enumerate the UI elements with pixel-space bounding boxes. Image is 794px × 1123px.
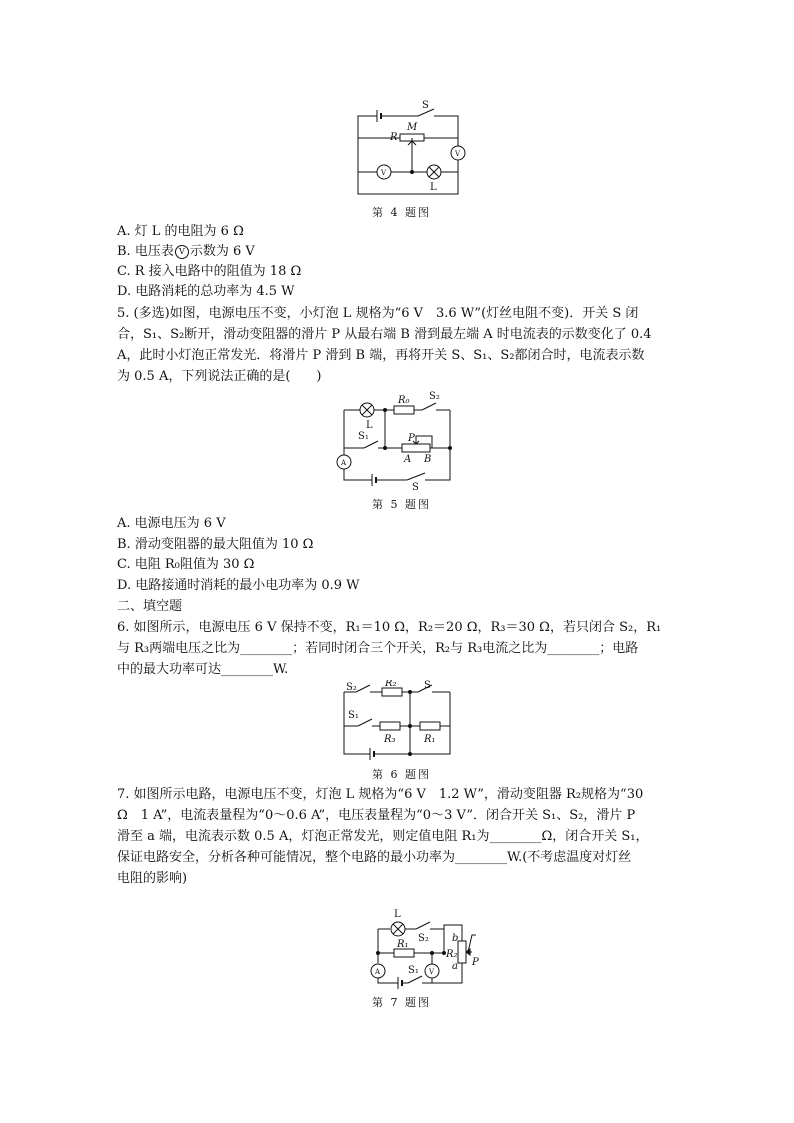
q5-stem-line-1: 5. (多选)如图，电源电压不变，小灯泡 L 规格为“6 V 3.6 W”(灯丝电阻不变)．开关 S 闭 [117,306,639,321]
q5-s2-label: S₂ [429,391,440,402]
q5-a-label: A [404,454,412,465]
q7-lamp-label: L [394,909,401,920]
q4-option-b [117,242,255,262]
q6-s-label: S [424,680,431,691]
q4-voltmeter-1-label: V [455,150,461,158]
section-fill-in-heading: 二、填空题 [117,599,183,614]
q5-stem-line-3: A，此时小灯泡正常发光．将滑片 P 滑到 B 端，再将开关 S、S₁、S₂都闭合时，电流表示数 [117,348,645,363]
q5-r0-label: R₀ [398,395,410,406]
q6-caption: 第 6 题图 [372,768,431,781]
q7-r2-label: R₂ [446,949,458,960]
q6-r2-label: R₂ [385,680,397,689]
q7-stem-line-3: 滑至 a 端，电流表示数 0.5 A，灯泡正常发光，则定值电阻 R₁为________Ω，闭合开关 S₁， [117,829,649,844]
q4-switch-label: S [422,100,429,111]
q5-option-c: C. 电阻 R₀阻值为 30 Ω [117,557,255,572]
q7-p-label: P [472,957,479,968]
q6-r1-label: R₁ [424,734,436,745]
q4-option-a: A. 灯 L 的电阻为 6 Ω [117,224,244,239]
q5-b-label: B [424,454,432,465]
q4-caption: 第 4 题图 [372,206,431,219]
q6-stem-line-1: 6. 如图所示，电源电压 6 V 保持不变，R₁＝10 Ω，R₂＝20 Ω，R₃＝30 Ω，若只闭合 S₂，R₁ [117,620,662,635]
q4-lamp-label: L [430,182,437,193]
q7-a-label: a [452,961,458,972]
q5-s-label: S [412,482,419,490]
q5-lamp-label: L [366,420,373,431]
q7-stem-line-4: 保证电路安全，分析各种可能情况，整个电路的最小功率为________W.(不考虑温度对灯丝 [117,850,632,865]
q7-r1-label: R₁ [397,939,409,950]
q5-caption: 第 5 题图 [372,498,431,511]
q4-option-b-text: 示数为 6 V [189,244,255,259]
q4-option-b-prefix: B. 电压表 [117,244,174,259]
q5-circuit-diagram [332,390,462,490]
q6-s1-label: S₁ [348,710,359,721]
q6-stem-line-2: 与 R₃两端电压之比为________；若同时闭合三个开关，R₂与 R₃电流之比为________；电路 [117,641,639,656]
q4-circuit-diagram [350,100,470,200]
q4-voltmeter-2-label: V [381,169,387,177]
q7-stem-line-2: Ω 1 A”，电流表量程为“0～0.6 A”，电压表量程为“0～3 V”．闭合开关 S₁、S₂，滑片 P [117,808,636,823]
q4-resistor-label: R [390,132,398,143]
q6-stem-line-3: 中的最大功率可达________W. [117,662,289,677]
q4-slider-label: M [407,122,418,133]
q4-option-c: C. R 接入电路中的阻值为 18 Ω [117,264,302,279]
q4-option-d: D. 电路消耗的总功率为 4.5 W [117,284,295,299]
q7-b-label: b [452,933,459,944]
q6-s2-label: S₂ [346,682,357,693]
q5-p-label: P [408,433,415,444]
q7-stem-line-1: 7. 如图所示电路，电源电压不变，灯泡 L 规格为“6 V 1.2 W”，滑动变阻器 R₂规格为“30 [117,787,644,802]
q5-option-b: B. 滑动变阻器的最大阻值为 10 Ω [117,537,314,552]
q5-stem-line-4: 为 0.5 A，下列说法正确的是( ) [117,369,322,384]
q7-s1-label: S₁ [408,965,419,976]
q5-option-d: D. 电路接通时消耗的最小电功率为 0.9 W [117,578,360,593]
q7-stem-line-5: 电阻的影响) [117,871,188,886]
q5-s1-label: S₁ [358,431,369,442]
q5-stem-line-2: 合，S₁、S₂断开，滑动变阻器的滑片 P 从最右端 B 滑到最左端 A 时电流表的示数变化了 0.4 [117,327,652,342]
q7-s2-label: S₂ [418,933,429,944]
q7-ammeter-label: A [375,968,381,976]
q5-option-a: A. 电源电压为 6 V [117,516,226,531]
voltmeter-icon: V [175,245,189,259]
q7-caption: 第 7 题图 [372,996,431,1009]
q5-ammeter-label: A [341,459,347,467]
q7-voltmeter-label: V [429,968,435,976]
q6-circuit-diagram [336,680,460,762]
q6-r3-label: R₃ [384,734,396,745]
q7-circuit-diagram [364,905,488,991]
